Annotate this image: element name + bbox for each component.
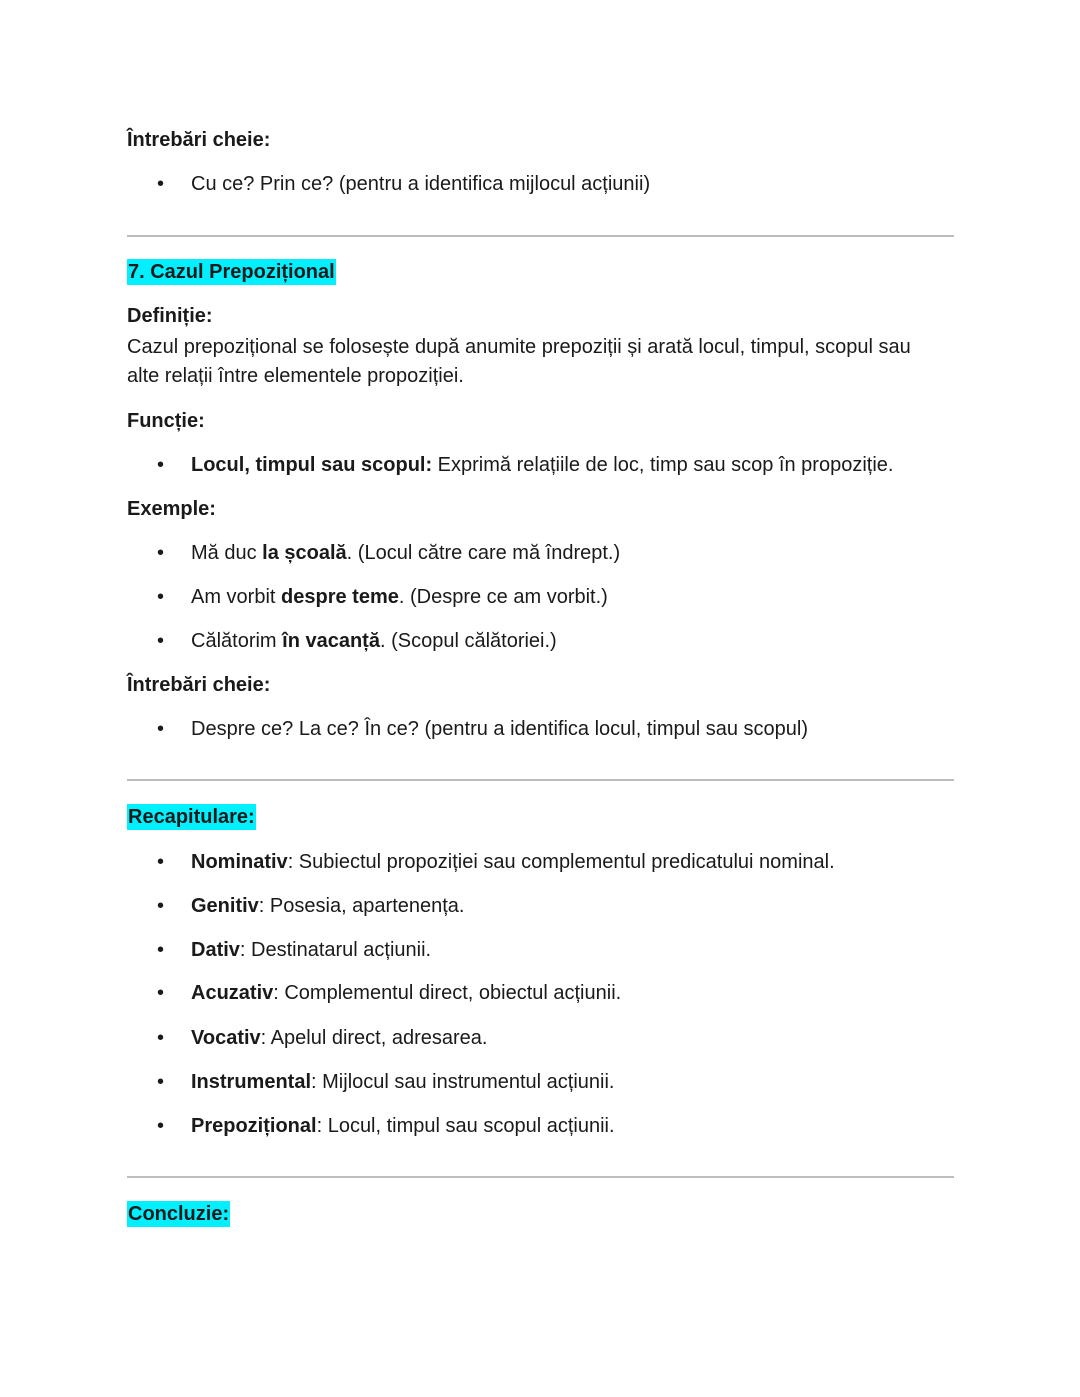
function-item-text: Exprimă relațiile de loc, timp sau scop în propoziție. bbox=[432, 454, 894, 476]
function-label: Funcție: bbox=[127, 410, 205, 432]
definition-text bbox=[127, 333, 954, 391]
example-pre: Am vorbit bbox=[191, 586, 282, 608]
example-pre: Mă duc bbox=[191, 542, 263, 564]
recap-title-text: Recapitulare: bbox=[128, 806, 255, 828]
recap-desc: : Complementul direct, obiectul acțiunii. bbox=[273, 982, 622, 1004]
bullet-icon: • bbox=[157, 1027, 165, 1049]
recap-desc: : Apelul direct, adresarea. bbox=[260, 1027, 488, 1049]
bullet-icon: • bbox=[157, 630, 165, 652]
example-pre: Călătorim bbox=[191, 630, 283, 652]
function-item-bold: Locul, timpul sau scopul: bbox=[191, 454, 433, 476]
section6-keyq-heading: Întrebări cheie: bbox=[127, 129, 271, 151]
bullet-icon: • bbox=[157, 454, 165, 476]
definition-line-1: Cazul prepozițional se folosește după anumite prepoziții și arată locul, timpul, scopul sau bbox=[127, 336, 911, 358]
recap-term: Dativ bbox=[191, 939, 240, 961]
conclusion-title bbox=[127, 1201, 230, 1227]
bullet-icon: • bbox=[157, 718, 165, 740]
section6-keyq-item: Cu ce? Prin ce? (pentru a identifica mijlocul acțiunii) bbox=[191, 173, 651, 195]
bullet-icon: • bbox=[157, 542, 165, 564]
recap-term: Instrumental bbox=[191, 1071, 312, 1093]
recap-term: Genitiv bbox=[191, 895, 259, 917]
recap-term: Nominativ bbox=[191, 851, 288, 873]
bullet-icon: • bbox=[157, 586, 165, 608]
recap-desc: : Subiectul propoziției sau complementul predicatului nominal. bbox=[287, 851, 835, 873]
bullet-icon: • bbox=[157, 173, 165, 195]
recap-term: Prepozițional bbox=[191, 1115, 317, 1137]
divider bbox=[127, 235, 954, 237]
section7-keyq-item: Despre ce? La ce? În ce? (pentru a identifica locul, timpul sau scopul) bbox=[191, 718, 809, 740]
bullet-icon: • bbox=[157, 982, 165, 1004]
definition-label: Definiție: bbox=[127, 305, 213, 327]
recap-desc: : Locul, timpul sau scopul acțiunii. bbox=[316, 1115, 615, 1137]
bullet-icon: • bbox=[157, 939, 165, 961]
recap-title bbox=[127, 804, 256, 830]
section7-keyq-heading: Întrebări cheie: bbox=[127, 674, 271, 696]
section7-title-text: 7. Cazul Prepozițional bbox=[128, 261, 335, 283]
divider bbox=[127, 779, 954, 781]
recap-desc: : Destinatarul acțiunii. bbox=[239, 939, 432, 961]
bullet-icon: • bbox=[157, 1071, 165, 1093]
bullet-icon: • bbox=[157, 851, 165, 873]
conclusion-title-text: Concluzie: bbox=[128, 1203, 230, 1225]
example-bold: la școală bbox=[262, 542, 347, 564]
bullet-icon: • bbox=[157, 895, 165, 917]
section7-title bbox=[127, 259, 336, 285]
example-post: . (Despre ce am vorbit.) bbox=[398, 586, 608, 608]
example-bold: despre teme bbox=[281, 586, 399, 608]
recap-desc: : Posesia, apartenența. bbox=[258, 895, 465, 917]
example-post: . (Locul către care mă îndrept.) bbox=[346, 542, 621, 564]
recap-term: Vocativ bbox=[191, 1027, 261, 1049]
example-bold: în vacanță bbox=[282, 630, 380, 652]
bullet-icon: • bbox=[157, 1115, 165, 1137]
examples-label: Exemple: bbox=[127, 498, 216, 520]
divider bbox=[127, 1176, 954, 1178]
definition-line-2: alte relații între elementele propoziției. bbox=[127, 365, 464, 387]
recap-desc: : Mijlocul sau instrumentul acțiunii. bbox=[311, 1071, 615, 1093]
example-post: . (Scopul călătoriei.) bbox=[379, 630, 557, 652]
recap-term: Acuzativ bbox=[191, 982, 274, 1004]
